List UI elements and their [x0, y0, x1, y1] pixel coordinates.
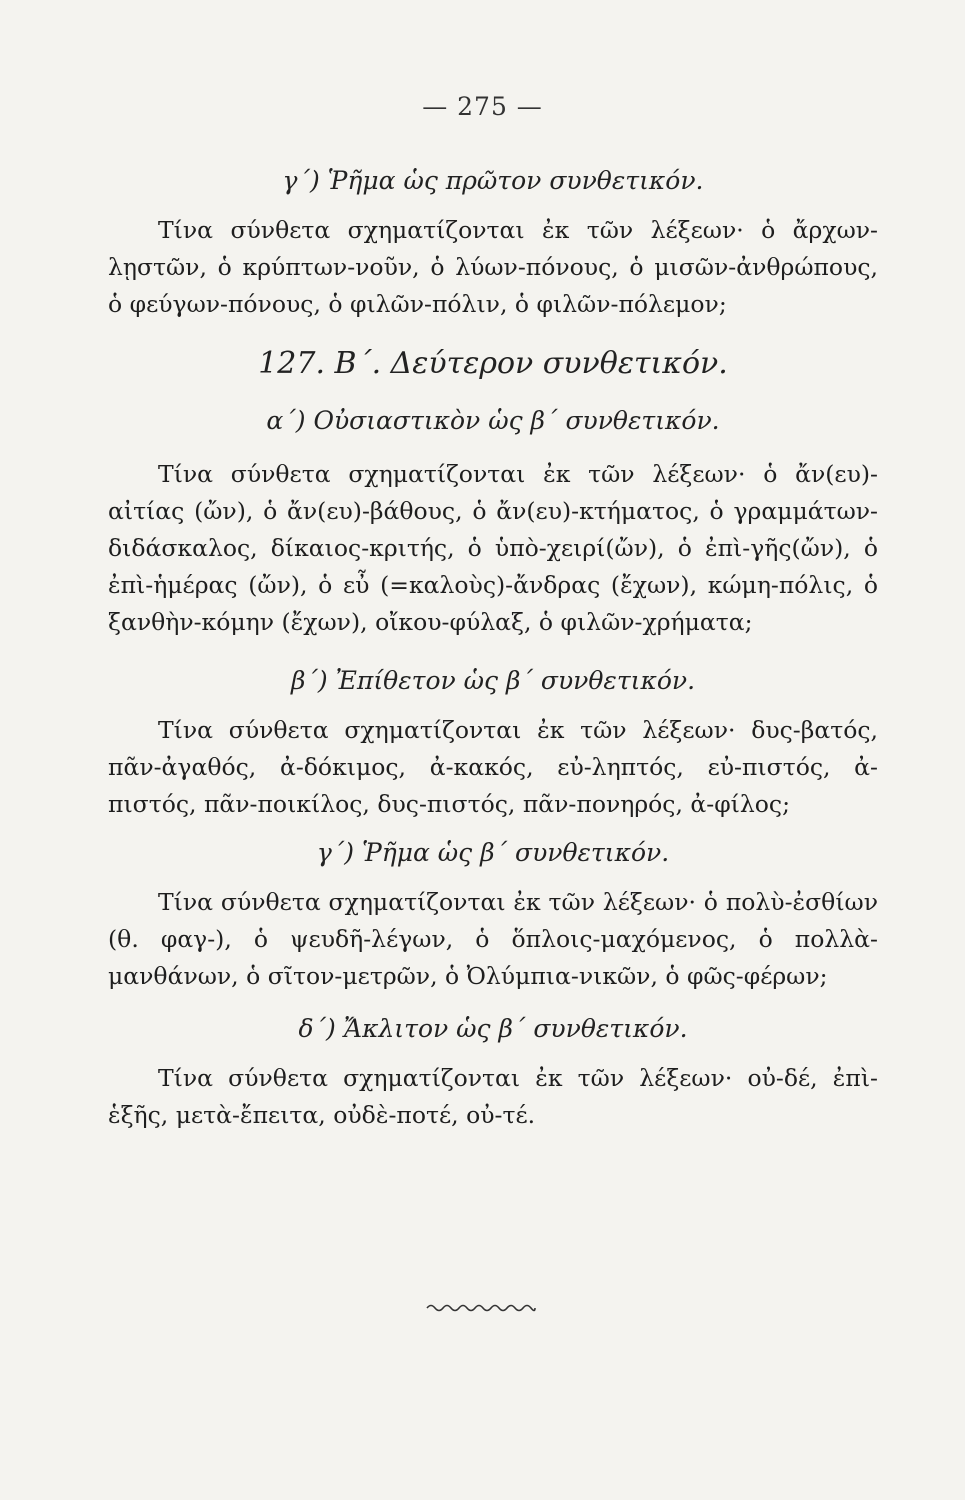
section-heading-verb-second: γ΄) Ῥῆμα ὡς β΄ συνθετικόν.	[316, 838, 670, 867]
section-heading-noun-second: α΄) Οὐσιαστικὸν ὡς β΄ συνθετικόν.	[266, 406, 720, 435]
wavy-ornament-icon	[425, 1302, 537, 1314]
section-heading-adjective-second: β΄) Ἐπίθετον ὡς β΄ συνθετικόν.	[290, 666, 696, 695]
section-heading-verb-first: γ΄) Ῥῆμα ὡς πρῶτον συνθετικόν.	[282, 166, 704, 195]
exercise-paragraph-adjective-second: Τίνα σύνθετα σχηματίζονται ἐκ τῶν λέξεων· δυς-βατός, πᾶν-ἀγαθός, ἀ-δόκιμος, ἀ-κακός, εὐ-ληπτός, εὐ-πιστός, ἀ-πιστός, πᾶν-ποικίλος, δυς-πιστός, πᾶν-πονηρός, ἀ-φίλος;	[108, 716, 878, 818]
exercise-paragraph-verb-second: Τίνα σύνθετα σχηματίζονται ἐκ τῶν λέξεων· ὁ πολὺ-ἐσθίων (θ. φαγ-), ὁ ψευδῆ-λέγων, ὁ ὅπλοις-μαχόμενος, ὁ πολλὰ-μανθάνων, ὁ σῖτον-μετρῶν, ὁ Ὀλύμπια-νικῶν, ὁ φῶς-φέρων;	[108, 888, 878, 990]
chapter-heading-second-component: 127. Β΄. Δεύτερον συνθετικόν.	[258, 346, 728, 381]
exercise-paragraph-noun-second: Τίνα σύνθετα σχηματίζονται ἐκ τῶν λέξεων· ὁ ἄν(ευ)-αἰτίας (ὤν), ὁ ἄν(ευ)-βάθους, ὁ ἄν(ευ)-κτήματος, ὁ γραμμάτων-διδάσκαλος, δίκαιος-κριτής, ὁ ὑπὸ-χειρί(ὤν), ὁ ἐπὶ-γῆς(ὤν), ὁ ἐπὶ-ἡμέρας (ὤν), ὁ εὖ (=καλοὺς)-ἄνδρας (ἔχων), κώμη-πόλις, ὁ ξανθὴν-κόμην (ἔχων), οἴκου-φύλαξ, ὁ φιλῶν-χρήματα;	[108, 460, 878, 636]
exercise-paragraph-indeclinable-second: Τίνα σύνθετα σχηματίζονται ἐκ τῶν λέξεων· οὐ-δέ, ἐπὶ-ἑξῆς, μετὰ-ἔπειτα, οὐδὲ-ποτέ, οὐ-τέ.	[108, 1064, 878, 1129]
page-number: — 275 —	[422, 92, 543, 121]
section-heading-indeclinable-second: δ΄) Ἄκλιτον ὡς β΄ συνθετικόν.	[298, 1014, 688, 1043]
exercise-paragraph-verb-first: Τίνα σύνθετα σχηματίζονται ἐκ τῶν λέξεων· ὁ ἄρχων-λῃστῶν, ὁ κρύπτων-νοῦν, ὁ λύων-πόνους, ὁ μισῶν-ἀνθρώπους, ὁ φεύγων-πόνους, ὁ φιλῶν-πόλιν, ὁ φιλῶν-πόλεμον;	[108, 216, 878, 318]
